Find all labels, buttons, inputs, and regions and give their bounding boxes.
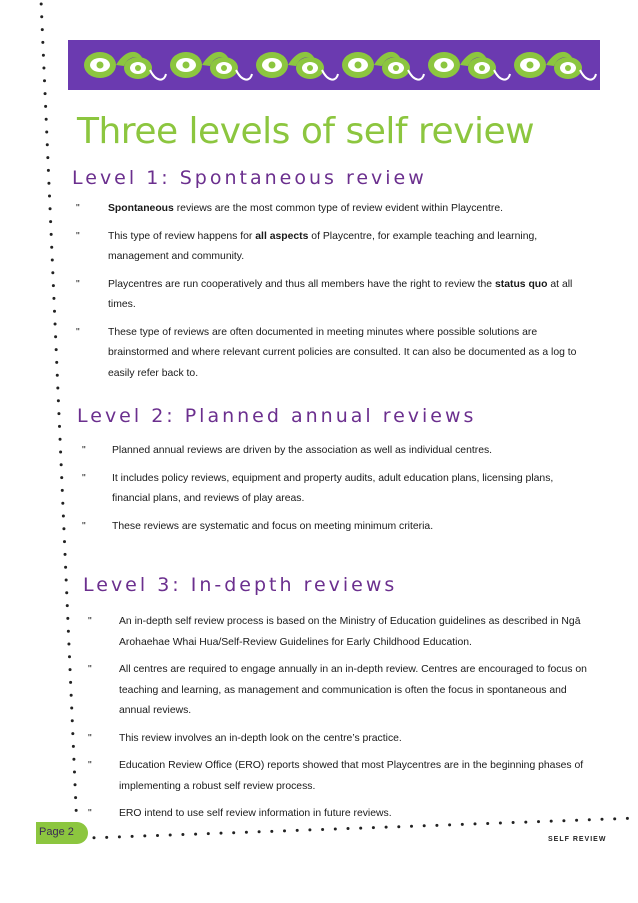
level-1-heading: Level 1: Spontaneous review bbox=[72, 167, 427, 189]
page-number: Page 2 bbox=[39, 826, 74, 838]
border-dot bbox=[52, 284, 55, 287]
bullet-mark: " bbox=[76, 230, 80, 242]
border-dot bbox=[48, 195, 51, 198]
border-dot bbox=[56, 374, 59, 377]
border-dot bbox=[41, 28, 44, 31]
border-dot bbox=[64, 553, 67, 556]
koru-motif bbox=[514, 52, 596, 80]
border-dot bbox=[40, 3, 43, 6]
border-dot bbox=[41, 41, 44, 44]
list-item: " Planned annual reviews are driven by the association as well as individual centres. bbox=[82, 441, 594, 462]
border-dot bbox=[69, 681, 72, 684]
bold-term: Spontaneous bbox=[108, 203, 174, 214]
border-dot bbox=[47, 169, 50, 172]
border-dot bbox=[71, 719, 74, 722]
border-dot bbox=[51, 259, 54, 262]
border-dot bbox=[70, 694, 73, 697]
border-dot bbox=[423, 824, 426, 827]
list-item: " Playcentres are run cooperatively and thus all members have the right to review the status quo at all times. bbox=[76, 275, 596, 316]
border-dot bbox=[70, 707, 73, 710]
border-dot bbox=[359, 827, 362, 830]
border-dot bbox=[67, 630, 70, 633]
border-dot bbox=[75, 809, 78, 812]
border-dot bbox=[55, 361, 58, 364]
border-dot bbox=[601, 818, 604, 821]
koru-motif bbox=[342, 52, 424, 80]
border-dot bbox=[397, 825, 400, 828]
border-dot bbox=[44, 92, 47, 95]
bullet-mark: " bbox=[88, 664, 92, 675]
border-dot bbox=[74, 796, 77, 799]
border-dot bbox=[73, 771, 76, 774]
border-dot bbox=[58, 425, 61, 428]
border-dot bbox=[42, 67, 45, 70]
border-dot bbox=[131, 835, 134, 838]
border-dot bbox=[59, 451, 62, 454]
border-dot bbox=[46, 156, 49, 159]
border-dot bbox=[53, 310, 56, 313]
decorative-banner bbox=[68, 40, 600, 90]
border-dot bbox=[61, 502, 64, 505]
level-2-heading: Level 2: Planned annual reviews bbox=[77, 405, 477, 427]
koru-motif bbox=[256, 52, 338, 80]
border-dot bbox=[68, 655, 71, 658]
level-1-bullets bbox=[76, 199, 596, 384]
list-item: " This review involves an in-depth look on the centre’s practice. bbox=[88, 729, 600, 750]
border-dot bbox=[66, 604, 69, 607]
border-dot bbox=[334, 828, 337, 831]
list-item: " ERO intend to use self review information in future reviews. bbox=[88, 804, 600, 825]
list-item: " An in-depth self review process is based on the Ministry of Education guidelines as described in Ngā Arohaehae Whai Hua/Self-Review Guidelines for Early Childhood Education. bbox=[88, 612, 600, 653]
koru-motif bbox=[428, 52, 510, 80]
border-dot bbox=[245, 831, 248, 834]
border-dot bbox=[258, 830, 261, 833]
bullet-mark: " bbox=[76, 203, 80, 214]
koru-motif bbox=[84, 52, 166, 80]
border-dot bbox=[220, 832, 223, 835]
border-dot bbox=[57, 399, 60, 402]
border-dot bbox=[43, 79, 46, 82]
border-dot bbox=[45, 131, 48, 134]
level-2-bullets bbox=[82, 441, 594, 537]
border-dot bbox=[232, 831, 235, 834]
border-dot bbox=[156, 834, 159, 837]
border-dot bbox=[62, 515, 65, 518]
border-dot bbox=[47, 182, 50, 185]
border-dot bbox=[49, 207, 52, 210]
list-item: " It includes policy reviews, equipment and property audits, adult education plans, licensing plans, financial plans, and reviews of play areas. bbox=[82, 469, 594, 510]
border-dot bbox=[613, 817, 616, 820]
border-dot bbox=[308, 828, 311, 831]
border-dot bbox=[283, 829, 286, 832]
border-dot bbox=[60, 476, 63, 479]
bullet-mark: " bbox=[88, 732, 92, 744]
section-label: SELF REVIEW bbox=[548, 836, 607, 843]
list-item: " These reviews are systematic and focus on meeting minimum criteria. bbox=[82, 517, 594, 538]
border-dot bbox=[63, 540, 66, 543]
border-dot bbox=[71, 732, 74, 735]
border-dot bbox=[50, 246, 53, 249]
bullet-mark: " bbox=[82, 472, 86, 484]
level-3-bullets bbox=[88, 612, 600, 825]
border-dot bbox=[60, 463, 63, 466]
border-dot bbox=[321, 828, 324, 831]
border-dot bbox=[59, 438, 62, 441]
bullet-mark: " bbox=[88, 616, 92, 627]
list-item: " Education Review Office (ERO) reports showed that most Playcentres are in the beginning phases of implementing a robust self review process. bbox=[88, 756, 600, 797]
border-dot bbox=[65, 591, 68, 594]
border-dot bbox=[169, 834, 172, 837]
border-dot bbox=[385, 826, 388, 829]
border-dot bbox=[49, 220, 52, 223]
border-dot bbox=[181, 833, 184, 836]
border-dot bbox=[67, 643, 70, 646]
list-item: " This type of review happens for all aspects of Playcentre, for example teaching and learning, management and community. bbox=[76, 227, 596, 268]
border-dot bbox=[93, 836, 96, 839]
border-dot bbox=[72, 758, 75, 761]
border-dot bbox=[54, 335, 57, 338]
level-3-heading: Level 3: In-depth reviews bbox=[83, 574, 398, 596]
border-dot bbox=[52, 297, 55, 300]
border-dot bbox=[626, 817, 629, 820]
page-number-tab bbox=[36, 822, 88, 844]
border-dot bbox=[347, 827, 350, 830]
border-dot bbox=[64, 566, 67, 569]
bullet-mark: " bbox=[76, 326, 80, 338]
border-dot bbox=[50, 233, 53, 236]
border-dot bbox=[69, 668, 72, 671]
border-dot bbox=[372, 826, 375, 829]
list-item: " All centres are required to engage annually in an in-depth review. Centres are encouraged to focus on teaching and learning, as management and communication is often the focus in spontaneous and annual reviews. bbox=[88, 660, 600, 722]
border-dot bbox=[207, 832, 210, 835]
koru-pattern-icon bbox=[68, 40, 600, 90]
bullet-mark: " bbox=[82, 520, 86, 532]
border-dot bbox=[55, 348, 58, 351]
border-dot bbox=[270, 830, 273, 833]
border-dot bbox=[51, 271, 54, 274]
list-item: " Spontaneous reviews are the most common type of review evident within Playcentre. bbox=[76, 199, 596, 220]
bullet-mark: " bbox=[88, 808, 92, 819]
border-dot bbox=[72, 745, 75, 748]
border-dot bbox=[57, 412, 60, 415]
border-dot bbox=[44, 105, 47, 108]
border-dot bbox=[296, 829, 299, 832]
border-dot bbox=[42, 54, 45, 57]
page-title: Three levels of self review bbox=[77, 111, 535, 152]
border-dot bbox=[54, 323, 57, 326]
bullet-mark: " bbox=[82, 445, 86, 456]
border-dot bbox=[45, 118, 48, 121]
border-dot bbox=[143, 834, 146, 837]
list-item: " These type of reviews are often documented in meeting minutes where possible solutions are brainstormed and where relevant current policies are consulted. It can also be documented as a log to easily refer back to. bbox=[76, 323, 596, 385]
border-dot bbox=[118, 835, 121, 838]
border-dot bbox=[410, 825, 413, 828]
border-dot bbox=[56, 387, 59, 390]
bullet-mark: " bbox=[76, 278, 80, 290]
border-dot bbox=[105, 836, 108, 839]
border-dot bbox=[66, 617, 69, 620]
koru-motif bbox=[170, 52, 252, 80]
border-dot bbox=[65, 579, 68, 582]
bullet-mark: " bbox=[88, 760, 92, 771]
border-dot bbox=[61, 489, 64, 492]
border-dot bbox=[46, 143, 49, 146]
border-dot bbox=[74, 783, 77, 786]
bold-term: all aspects bbox=[255, 230, 309, 242]
bold-term: status quo bbox=[494, 278, 548, 290]
border-dot bbox=[194, 833, 197, 836]
border-dot bbox=[40, 15, 43, 18]
border-dot bbox=[62, 527, 65, 530]
